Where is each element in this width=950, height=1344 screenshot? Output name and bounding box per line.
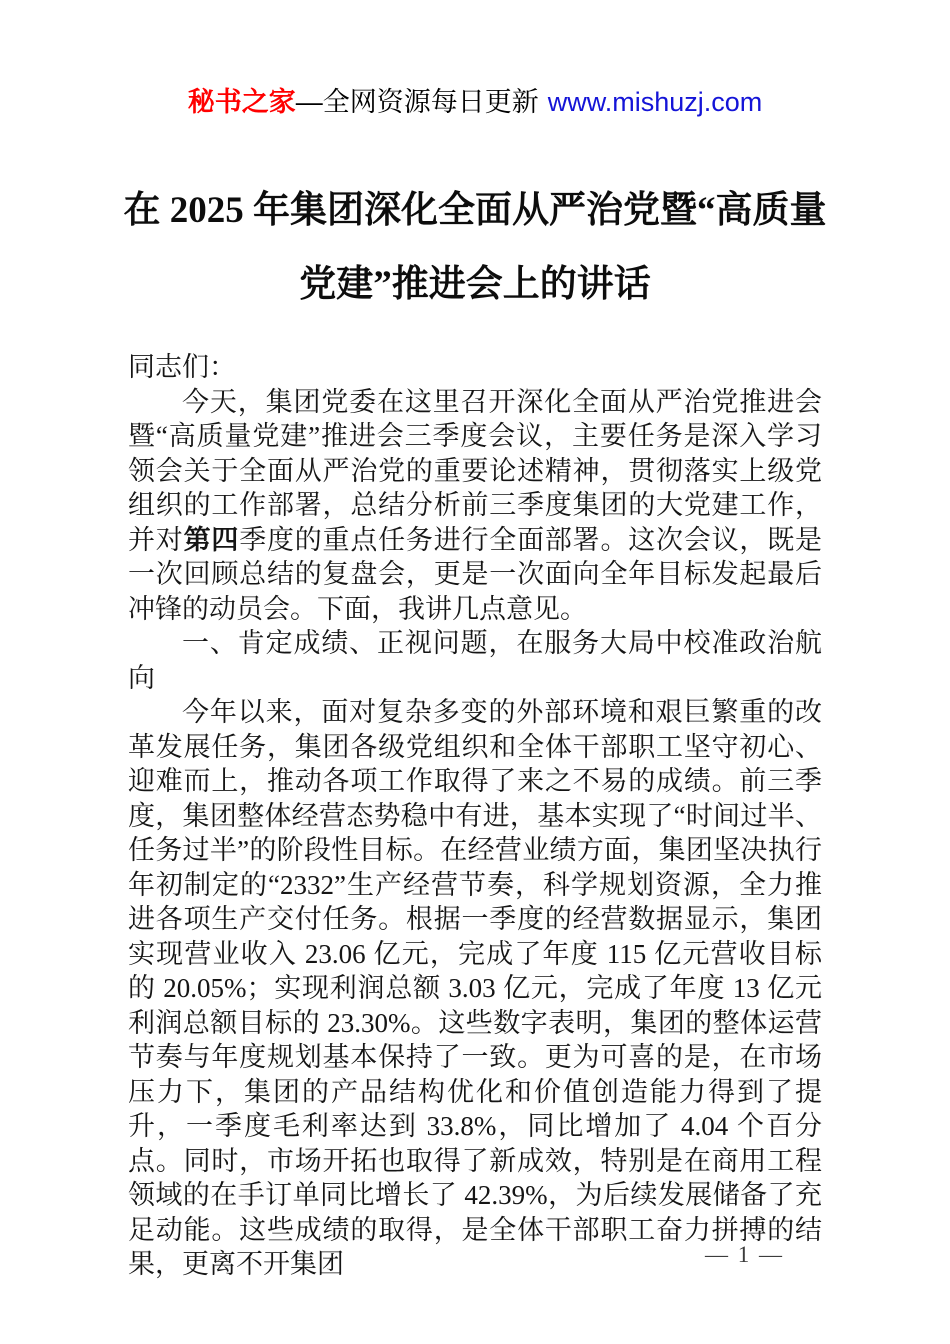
document-title: [0, 174, 950, 322]
body-text: 今年以来，面对复杂多变的外部环境和艰巨繁重的改革发展任务，集团各级党组织和全体干部职工坚守初心、迎难而上，推动各项工作取得了来之不易的成绩。前三季度，集团整体经营态势稳中有进，基本实现了“时间过半、任务过半”的阶段性目标。在经营业绩方面，集团坚决执行年初制定的“2332”生产经营节奏，科学规划资源，全力推进各项生产交付任务。根据一季度的经营数据显示，集团实现营业收入 23.06 亿元，完成了年度 115 亿元营收目标的 20.05%；实现利润总额 3.03 亿元，完成了年度 13 亿元利润总额目标的 23.30%。这些数字表明，集团的整体运营节奏与年度规划基本保持了一致。更为可喜的是，在市场压力下，集团的产品结构优化和价值创造能力得到了提升，一季度毛利率达到 33.8%，同比增加了 4.04 个百分点。同时，市场开拓也取得了新成效，特别是在商用工程领域的在手订单同比增长了 42.39%，为后续发展储备了充足动能。这些成绩的取得，是全体干部职工奋力拼搏的结果，更离不开集团: [128, 697, 822, 1279]
page-header: [0, 0, 950, 120]
title-line-1: 在 2025 年集团深化全面从严治党暨“高质量: [123, 190, 827, 231]
body-text: 同志们：: [128, 352, 236, 382]
body-text: 季度的重点任务进行全面部署。这次会议，既是一次回顾总结的复盘会，更是一次面向全年目标发起最后冲锋的动员会。下面，我讲几点意见。: [128, 524, 823, 624]
paragraph: [128, 695, 822, 1282]
paragraph: [128, 350, 822, 385]
paragraph: [128, 385, 822, 627]
body-text: 一、肯定成绩、正视问题，在服务大局中校准政治航向: [128, 628, 822, 693]
site-name: 秘书之家: [187, 87, 296, 117]
site-tagline: —全网资源每日更新: [295, 87, 539, 117]
paragraph: [128, 626, 822, 695]
bold-text: 第四: [183, 524, 240, 555]
document-body: [128, 350, 822, 1282]
title-line-2: 党建”推进会上的讲话: [299, 264, 651, 305]
site-url-link[interactable]: www.mishuzj.com: [547, 87, 763, 117]
body-text: 今天，集团党委在这里召开深化全面从严治党推进会暨“高质量党建”推进会三季度会议，主要任务是深入学习领会关于全面从严治党的重要论述精神，贯彻落实上级党组织的工作部署，总结分析前三季度集团的大党建工作，并对: [128, 386, 822, 555]
page-number: — 1 —: [705, 1242, 784, 1267]
